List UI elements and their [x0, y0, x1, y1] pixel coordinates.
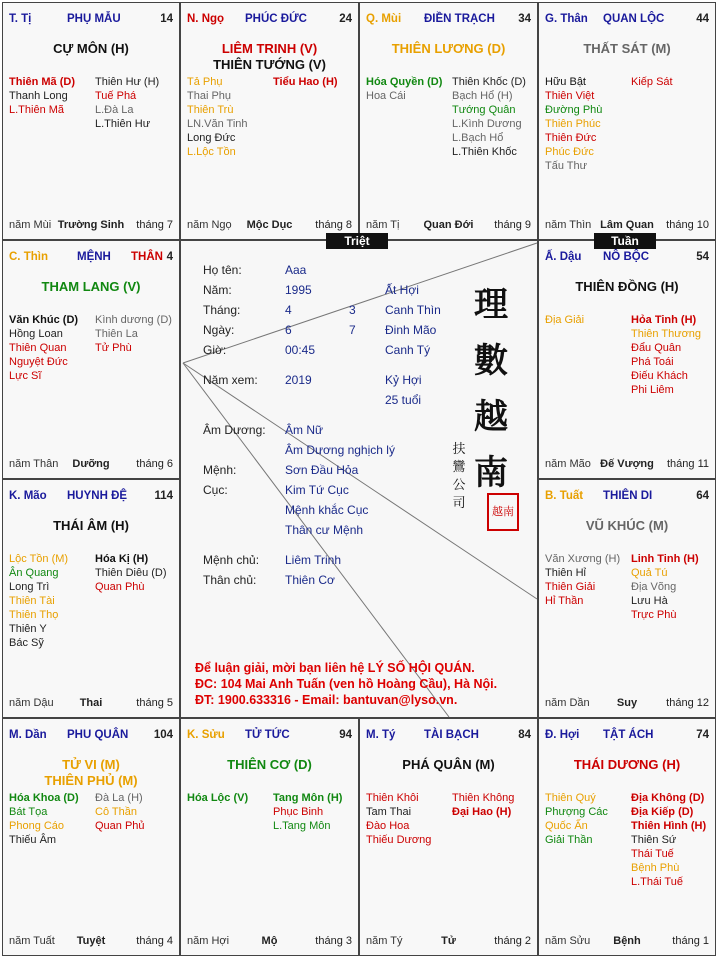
minor-star: Thiên Hư (H) — [95, 76, 160, 88]
month-label: Tháng: — [203, 303, 241, 317]
star-column-right — [95, 313, 172, 355]
minor-star: Nguyệt Đức — [9, 356, 68, 368]
year-label: Năm: — [203, 283, 232, 297]
palace-cell-dan — [2, 718, 180, 956]
minor-star: Quan Phù — [95, 581, 145, 593]
minor-star: Thiên Việt — [545, 90, 595, 102]
palace-header — [545, 13, 709, 27]
star-column-right — [631, 313, 701, 397]
minor-star: L.Đà La — [95, 104, 134, 116]
star-column-left — [366, 75, 442, 103]
minor-star: Giải Thần — [545, 834, 593, 846]
palace-header — [366, 13, 531, 27]
footer-month: tháng 8 — [315, 219, 352, 231]
name-value: Aaa — [285, 263, 307, 277]
minor-star: Địa Kiếp (D) — [631, 806, 694, 818]
main-star: THÁI ÂM (H) — [53, 518, 129, 533]
star-column-left — [187, 75, 248, 159]
palace-age: 94 — [339, 729, 352, 741]
minor-star: Lưu Hà — [631, 595, 668, 607]
triet-tag: Triệt — [326, 233, 388, 249]
footer-stage: Tuyệt — [76, 935, 106, 947]
palace-age: 54 — [696, 251, 709, 263]
minor-star: Đào Hoa — [366, 820, 410, 832]
palace-header — [9, 729, 173, 743]
footer-year: năm Dần — [545, 697, 590, 709]
than-cu-note: Thân cư Mệnh — [285, 523, 364, 537]
minor-star: Thiên Đức — [545, 132, 597, 144]
minor-star: Thiên Tài — [9, 595, 55, 607]
minor-star: LN.Văn Tinh — [187, 118, 248, 130]
star-column-left — [187, 791, 248, 805]
palace-name: NÔ BỘC — [603, 251, 649, 263]
palace-age: 104 — [153, 729, 173, 741]
minor-star: L.Tang Môn — [273, 820, 331, 832]
minor-star: Bát Tọa — [9, 806, 48, 818]
minor-star: L.Bạch Hổ — [452, 132, 504, 144]
name-label: Họ tên: — [203, 263, 242, 277]
star-column-left — [545, 313, 584, 327]
star-column-right — [273, 791, 342, 833]
contact-line-1: Để luận giải, mời bạn liên hệ LÝ SỐ HỘI QUÁN. — [195, 661, 475, 675]
minor-star: Tang Môn (H) — [273, 792, 343, 804]
main-star: THIÊN ĐỒNG (H) — [575, 279, 679, 294]
minor-star: Thiên Mã (D) — [9, 76, 75, 88]
footer-year: năm Ngọ — [187, 219, 232, 231]
minor-star: L.Lộc Tồn — [187, 146, 236, 158]
palace-footer — [366, 935, 531, 949]
footer-year: năm Sửu — [545, 935, 591, 947]
footer-year: năm Mùi — [9, 219, 52, 231]
palace-branch: G. Thân — [545, 13, 588, 25]
footer-year: năm Thân — [9, 458, 59, 470]
minor-star: Đà La (H) — [95, 792, 143, 804]
palace-age: 84 — [518, 729, 531, 741]
menh-value: Sơn Đầu Hỏa — [285, 463, 359, 477]
star-column-right — [452, 75, 526, 159]
calligraphy-title: 理數越南 — [474, 285, 508, 493]
footer-year: năm Dậu — [9, 697, 54, 709]
minor-star: Hóa Lộc (V) — [187, 792, 249, 804]
minor-star: Đẩu Quân — [631, 342, 682, 354]
palace-footer — [9, 935, 173, 949]
main-star: PHÁ QUÂN (M) — [402, 757, 495, 772]
star-column-right — [273, 75, 338, 89]
menh-label: Mệnh: — [203, 463, 237, 477]
star-column-right — [631, 791, 706, 889]
minor-star: Địa Giải — [545, 314, 585, 326]
hour-label: Giờ: — [203, 343, 227, 357]
footer-month: tháng 10 — [666, 219, 709, 231]
main-star: THIÊN CƠ (D) — [227, 757, 312, 772]
minor-star: Đường Phù — [545, 104, 603, 116]
footer-stage: Quan Đới — [423, 219, 474, 231]
minor-star: Thiếu Âm — [9, 834, 57, 846]
red-seal: 越南 — [487, 493, 519, 531]
center-info-panel — [180, 240, 538, 718]
footer-stage: Suy — [616, 697, 638, 709]
palace-branch: Đ. Hợi — [545, 729, 580, 741]
than-chu-value: Thiên Cơ — [285, 573, 335, 587]
minor-star: Bác Sỹ — [9, 637, 44, 649]
palace-header — [545, 251, 709, 265]
palace-header — [545, 729, 709, 743]
palace-cell-than — [538, 2, 716, 240]
main-star: LIÊM TRINH (V) — [221, 41, 318, 56]
minor-star: Thái Tuế — [631, 848, 674, 860]
minor-star: Quả Tú — [631, 567, 668, 579]
footer-stage: Lâm Quan — [600, 219, 654, 231]
day-label: Ngày: — [203, 323, 235, 337]
minor-star: Thiên La — [95, 328, 138, 340]
palace-name: HUYNH ĐỆ — [67, 490, 128, 502]
minor-star: Ân Quang — [9, 567, 59, 579]
minor-star: Thiên Khôi — [366, 792, 419, 804]
minor-star: Địa Võng — [631, 581, 677, 593]
minor-star: Thiên Không — [452, 792, 515, 804]
palace-cell-suu — [180, 718, 359, 956]
footer-month: tháng 6 — [136, 458, 173, 470]
footer-stage: Trường Sinh — [57, 219, 125, 231]
main-star: THIÊN PHỦ (M) — [44, 773, 138, 788]
day-value: 6 — [285, 323, 292, 337]
minor-star: Lực Sĩ — [9, 370, 42, 382]
month-lunar: 3 — [349, 303, 356, 317]
am-duong-label: Âm Dương: — [203, 423, 266, 437]
palace-cell-hoi — [538, 718, 716, 956]
main-star: THIÊN LƯƠNG (D) — [391, 41, 506, 56]
minor-star: Hóa Quyền (D) — [366, 76, 443, 88]
palace-branch: M. Tý — [366, 729, 396, 741]
palace-age: 4 — [166, 251, 173, 263]
minor-star: Tả Phụ — [187, 76, 223, 88]
minor-star: L.Thiên Khốc — [452, 146, 517, 158]
palace-age: 74 — [696, 729, 709, 741]
palace-name: PHU QUÂN — [67, 729, 129, 741]
palace-name: THIÊN DI — [603, 490, 653, 502]
main-star: THÁI DƯƠNG (H) — [573, 757, 681, 772]
minor-star: Thiên Y — [9, 623, 47, 635]
palace-footer — [187, 219, 352, 233]
year-can: Ất Hợi — [385, 283, 419, 297]
star-column-left — [9, 313, 78, 383]
palace-cell-dau — [538, 240, 716, 479]
minor-star: Linh Tinh (H) — [631, 553, 699, 565]
hour-can: Canh Tý — [385, 343, 431, 357]
am-duong-value: Âm Nữ — [285, 423, 324, 437]
palace-header — [187, 13, 352, 27]
month-can: Canh Thìn — [385, 303, 441, 317]
minor-star: Văn Xương (H) — [545, 553, 621, 565]
minor-star: Trực Phù — [631, 609, 677, 621]
calligraphy-small: 扶鸞公司 — [452, 442, 466, 511]
footer-stage: Thai — [79, 697, 103, 709]
footer-month: tháng 11 — [666, 458, 709, 470]
minor-star: L.Thái Tuế — [631, 876, 683, 888]
contact-line-2: ĐC: 104 Mai Anh Tuấn (ven hồ Hoàng Cầu), Hà Nội. — [195, 677, 498, 691]
minor-star: Phong Cáo — [9, 820, 65, 832]
minor-star: Cô Thần — [95, 806, 137, 818]
star-column-left — [545, 791, 608, 847]
minor-star: Thai Phụ — [187, 90, 232, 102]
palace-header — [9, 13, 173, 27]
star-column-left — [545, 552, 620, 608]
minor-star: Kình dương (D) — [95, 314, 172, 326]
palace-header — [9, 490, 173, 504]
palace-name-than: THÂN — [131, 251, 163, 263]
footer-stage: Bệnh — [613, 935, 641, 947]
cuc-value: Kim Tứ Cục — [285, 483, 349, 497]
palace-branch: K. Sửu — [187, 729, 225, 741]
palace-name: TỬ TỨC — [245, 729, 290, 741]
minor-star: L.Thiên Hư — [95, 118, 151, 130]
star-column-right — [95, 75, 159, 131]
footer-stage: Dưỡng — [72, 458, 110, 470]
star-column-right — [95, 791, 145, 833]
palace-age: 114 — [154, 490, 173, 502]
minor-star: Đại Hao (H) — [452, 806, 512, 818]
star-column-left — [9, 791, 79, 847]
star-column-right — [631, 75, 673, 89]
palace-cell-mui — [359, 2, 538, 240]
footer-month: tháng 9 — [494, 219, 531, 231]
view-year-label: Năm xem: — [203, 373, 258, 387]
minor-star: Thanh Long — [9, 90, 68, 102]
main-star: THAM LANG (V) — [41, 279, 141, 294]
month-value: 4 — [285, 303, 292, 317]
footer-month: tháng 2 — [494, 935, 531, 947]
menh-chu-label: Mệnh chủ: — [203, 553, 260, 567]
minor-star: Lộc Tồn (M) — [9, 553, 69, 565]
palace-branch: B. Tuất — [545, 490, 584, 502]
contact-line-3: ĐT: 1900.633316 - Email: bantuvan@lyso.vn. — [195, 693, 458, 707]
minor-star: Phục Binh — [273, 806, 324, 818]
minor-star: Thiếu Dương — [366, 834, 432, 846]
footer-year: năm Tuất — [9, 935, 55, 947]
palace-footer — [9, 697, 173, 711]
palace-name: MỆNH — [77, 251, 111, 263]
palace-branch: Ấ. Dậu — [545, 251, 582, 263]
minor-star: Bạch Hổ (H) — [452, 90, 513, 102]
main-star: TỬ VI (M) — [62, 757, 120, 772]
than-chu-label: Thân chủ: — [203, 573, 257, 587]
palace-name: TÀI BẠCH — [424, 729, 479, 741]
minor-star: Hồng Loan — [9, 328, 63, 340]
view-year-can: Kỷ Hợi — [385, 373, 422, 387]
palace-cell-ti — [2, 2, 180, 240]
minor-star: Tử Phù — [95, 342, 132, 354]
palace-cell-tuat — [538, 479, 716, 718]
minor-star: Phá Toái — [631, 356, 674, 368]
palace-footer — [545, 458, 709, 472]
minor-star: Thiên Thọ — [9, 609, 59, 621]
minor-star: Thiên Hình (H) — [631, 820, 707, 832]
star-column-right — [95, 552, 167, 594]
star-column-left — [366, 791, 431, 847]
palace-branch: N. Ngọ — [187, 13, 225, 25]
menh-chu-value: Liêm Trinh — [285, 553, 342, 567]
palace-branch: T. Tị — [9, 13, 32, 25]
minor-star: Thiên Phúc — [545, 118, 601, 130]
palace-branch: C. Thìn — [9, 251, 48, 263]
minor-star: Long Trì — [9, 581, 50, 593]
main-star: VŨ KHÚC (M) — [585, 518, 669, 533]
footer-stage: Tử — [441, 935, 456, 947]
palace-header — [9, 251, 173, 265]
star-column-right — [452, 791, 514, 819]
minor-star: Thiên Quý — [545, 792, 596, 804]
minor-star: Tướng Quân — [452, 104, 516, 116]
minor-star: L.Thiên Mã — [9, 104, 65, 116]
minor-star: Thiên Trù — [187, 104, 234, 116]
minor-star: Thiên Sứ — [631, 834, 677, 846]
minor-star: Hóa Kị (H) — [95, 553, 149, 565]
star-column-left — [545, 75, 602, 173]
minor-star: Phi Liêm — [631, 384, 674, 396]
minor-star: Thiên Thương — [631, 328, 702, 340]
footer-stage: Mộ — [261, 935, 278, 947]
star-column-left — [9, 552, 68, 650]
day-can: Đinh Mão — [385, 323, 437, 337]
palace-footer — [366, 219, 531, 233]
minor-star: Thiên Quan — [9, 342, 67, 354]
footer-stage: Đế Vượng — [600, 458, 654, 470]
tuan-tag: Tuần — [594, 233, 656, 249]
palace-age: 24 — [339, 13, 352, 25]
minor-star: Phượng Các — [545, 806, 608, 818]
palace-footer — [9, 219, 173, 233]
palace-footer — [545, 935, 709, 949]
palace-branch: M. Dần — [9, 729, 47, 741]
minor-star: Địa Không (D) — [631, 792, 705, 804]
star-column-left — [9, 75, 75, 117]
palace-cell-ty — [359, 718, 538, 956]
palace-branch: K. Mão — [9, 490, 47, 502]
minor-star: Kiếp Sát — [631, 76, 673, 88]
palace-cell-ngo — [180, 2, 359, 240]
hour-value: 00:45 — [285, 343, 316, 357]
minor-star: Tuế Phá — [95, 90, 137, 102]
palace-age: 14 — [160, 13, 173, 25]
minor-star: Hữu Bật — [545, 76, 586, 88]
palace-name: ĐIỀN TRẠCH — [424, 13, 495, 25]
day-lunar: 7 — [349, 323, 356, 337]
view-year-value: 2019 — [285, 373, 312, 387]
palace-branch: Q. Mùi — [366, 13, 402, 25]
palace-footer — [545, 697, 709, 711]
main-star: CỰ MÔN (H) — [53, 41, 129, 56]
footer-month: tháng 12 — [666, 697, 709, 709]
palace-header — [366, 729, 531, 743]
footer-stage: Mộc Dục — [246, 219, 293, 231]
minor-star: Quốc Ấn — [545, 820, 588, 832]
palace-footer — [187, 935, 352, 949]
palace-footer — [545, 219, 709, 233]
minor-star: Bệnh Phù — [631, 862, 680, 874]
age-value: 25 tuổi — [385, 393, 422, 407]
minor-star: Phúc Đức — [545, 146, 594, 158]
cuc-label: Cục: — [203, 483, 228, 497]
palace-age: 34 — [518, 13, 531, 25]
footer-month: tháng 5 — [136, 697, 173, 709]
minor-star: Quan Phủ — [95, 820, 145, 832]
minor-star: Hoa Cái — [366, 90, 406, 102]
cuc-note: Mệnh khắc Cục — [285, 503, 369, 517]
palace-age: 44 — [696, 13, 709, 25]
footer-month: tháng 1 — [672, 935, 709, 947]
footer-month: tháng 7 — [136, 219, 173, 231]
footer-year: năm Tị — [366, 219, 400, 231]
minor-star: Văn Khúc (D) — [9, 314, 79, 326]
palace-name: PHỤ MẪU — [67, 13, 121, 25]
minor-star: L.Kình Dương — [452, 118, 522, 130]
palace-cell-mao — [2, 479, 180, 718]
minor-star: Long Đức — [187, 132, 236, 144]
palace-header — [187, 729, 352, 743]
palace-name: TẬT ÁCH — [603, 729, 654, 741]
footer-year: năm Mão — [545, 458, 591, 470]
footer-year: năm Tý — [366, 935, 403, 947]
main-star: THẤT SÁT (M) — [583, 41, 671, 56]
minor-star: Thiên Giải — [545, 581, 596, 593]
am-duong-note: Âm Dương nghịch lý — [285, 443, 395, 457]
year-value: 1995 — [285, 283, 312, 297]
minor-star: Hóa Khoa (D) — [9, 792, 79, 804]
minor-star: Thiên Khốc (D) — [452, 76, 526, 88]
minor-star: Điếu Khách — [631, 370, 688, 382]
minor-star: Tiểu Hao (H) — [273, 76, 338, 88]
star-column-right — [631, 552, 699, 622]
footer-month: tháng 3 — [315, 935, 352, 947]
palace-footer — [9, 458, 173, 472]
minor-star: Tấu Thư — [545, 160, 588, 172]
minor-star: Thiên Diêu (D) — [95, 567, 167, 579]
palace-cell-thin — [2, 240, 180, 479]
footer-month: tháng 4 — [136, 935, 173, 947]
palace-header — [545, 490, 709, 504]
minor-star: Hỉ Thần — [545, 595, 584, 607]
minor-star: Thiên Hỉ — [545, 567, 586, 579]
palace-name: QUAN LỘC — [603, 13, 665, 25]
footer-year: năm Thìn — [545, 219, 592, 231]
palace-age: 64 — [696, 490, 709, 502]
minor-star: Hỏa Tinh (H) — [631, 314, 697, 326]
footer-year: năm Hợi — [187, 935, 230, 947]
palace-name: PHÚC ĐỨC — [245, 13, 307, 25]
main-star: THIÊN TƯỚNG (V) — [213, 57, 326, 72]
minor-star: Tam Thai — [366, 806, 412, 818]
